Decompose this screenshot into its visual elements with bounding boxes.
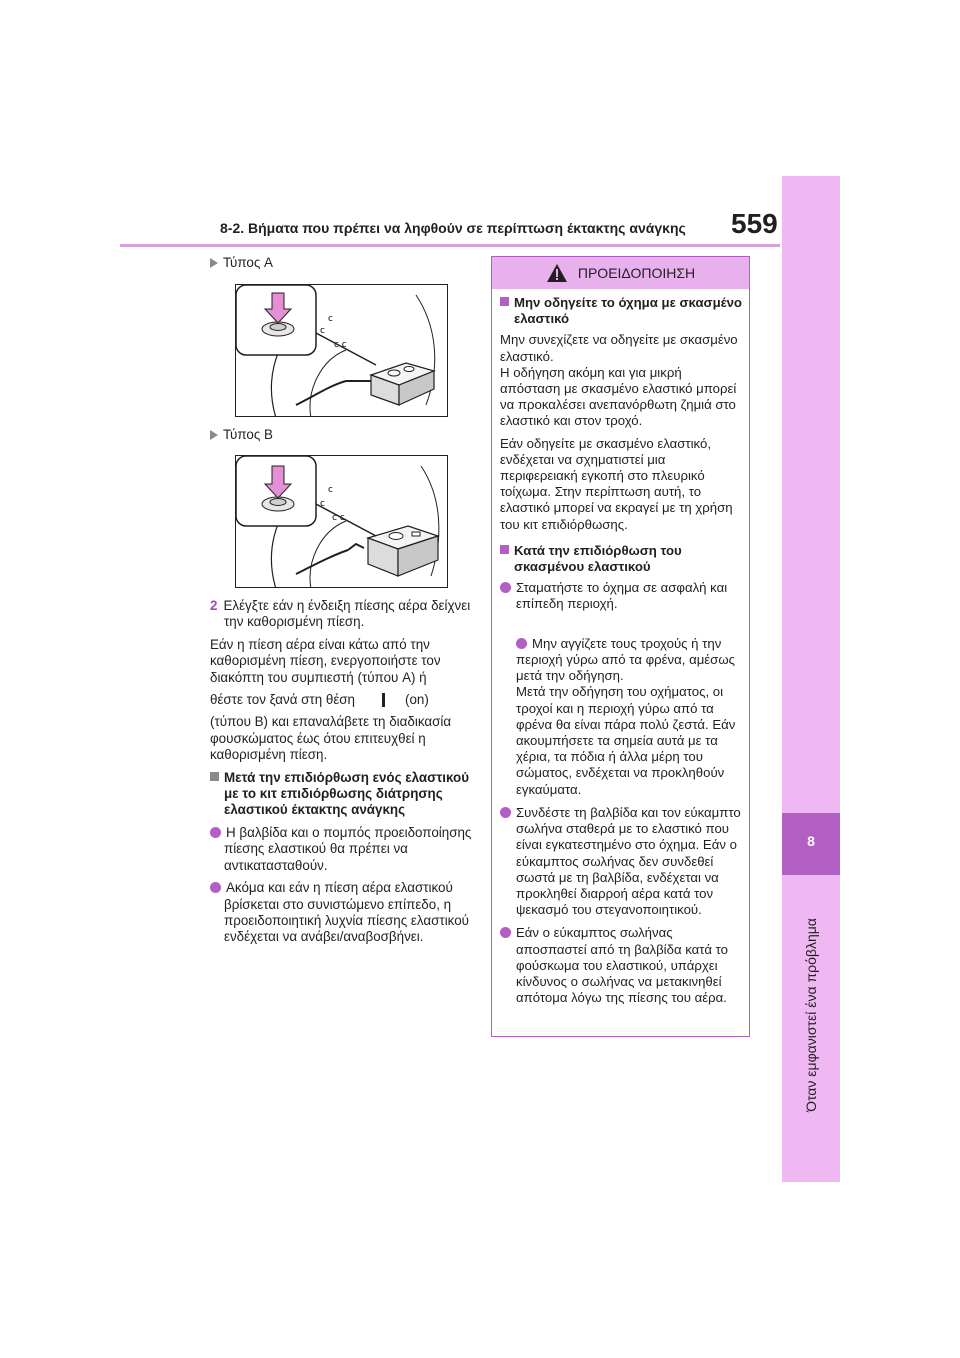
side-tab-upper [782,176,840,813]
square-bullet-icon [210,772,219,781]
warning-item: Σταματήστε το όχημα σε ασφαλή και επίπεδη περιοχή. [500,580,742,612]
svg-text:c c: c c [334,340,347,350]
compressor-type-a-drawing [236,285,448,417]
square-bullet-icon [500,545,509,554]
section-heading-after-repair: Μετά την επιδιόρθωση ενός ελαστικού με το κιτ επιδιόρθωσης διάτρησης ελαστικού έκτακτης ανάγκης [210,770,478,819]
bullet-valve-replace: Η βαλβίδα και ο πομπός προειδοποίησης πίεσης ελαστικού θα πρέπει να αντικατασταθούν. [210,825,478,874]
page-number: 559 [731,208,778,239]
warning-flat-tire-text-2: Εάν οδηγείτε με σκασμένο ελαστικό, ενδέχεται να σχηματιστεί μια περιφερειακή εγκοπή στο πλευρικό τοίχωμα. Στην περίπτωση αυτή, το ελαστικό μπορεί να εκραγεί με τη χρήση του κιτ επιδιόρθωσης. [500,435,733,532]
warning-item: Εάν ο εύκαμπτος σωλήνας αποσπαστεί από τη βαλβίδα κατά το φούσκωμα του ελαστικού, υπάρχει κίνδυνος ο σωλήνας να μετακινηθεί απότομα λόγω της πίεσης του αέρα. [500,925,742,1006]
circle-bullet-icon [516,638,527,649]
compressor-type-b-drawing [236,456,448,588]
chapter-section-title: 8-2. Βήματα που πρέπει να ληφθούν σε περίπτωση έκτακτης ανάγκης [220,220,686,236]
on-position-text: θέστε τον ξανά στη θέση [210,692,356,708]
triangle-bullet-icon [210,430,218,440]
header-divider [120,244,780,247]
left-column-text [210,598,478,952]
warning-heading-flat-tire: Μην οδηγείτε το όχημα με σκασμένο ελαστικό [500,295,742,327]
warning-heading-repair: Κατά την επιδιόρθωση του σκασμένου ελαστικού [500,543,742,575]
warning-box [491,256,750,1037]
square-bullet-icon [500,297,509,306]
on-switch-symbol-icon [382,693,385,707]
circle-bullet-icon [500,582,511,593]
warning-item: Συνδέστε τη βαλβίδα και τον εύκαμπτο σωλήνα σταθερά με το ελαστικό που είναι εγκατεστημένο στο όχημα. Εάν ο εύκαμπτος σωλήνας δεν συνδεθεί σωστά με τη βαλβίδα, ενδέχεται να προκληθεί διαρροή αέρα κατά τον ψεκασμό του στεγανοποιητικού. [500,805,742,918]
warning-item: Μην αγγίζετε τους τροχούς ή την περιοχή γύρω από τα φρένα, αμέσως μετά την οδήγηση. Μετά την οδήγηση του οχήματος, οι τροχοί και η περιοχή γύρω από τα φρένα θα είναι πάρα πολύ ζεστά. Εάν ακουμπήσετε τα σημεία αυτά με τα χέρια, τα πόδια ή άλλα μέρη του σώματος, ενδέχεται να προκληθούν εγκαύματα. [516,635,736,797]
circle-bullet-icon [500,807,511,818]
illustration-type-b [235,455,448,588]
step-2-text: Ελέγξτε εάν η ένδειξη πίεσης αέρα δείχνει την καθορισμένη πίεση. [223,598,471,630]
svg-text:c: c [320,499,325,509]
illustration-type-a [235,284,448,417]
type-b-heading [210,427,273,442]
warning-title: ΠΡΟΕΙΔΟΠΟΙΗΣΗ [577,265,696,281]
on-label: (on) [405,692,429,708]
circle-bullet-icon [210,827,221,838]
warning-flat-tire-text-1: Μην συνεχίζετε να οδηγείτε με σκασμένο ελαστικό. Η οδήγηση ακόμη και για μικρή απόσταση με σκασμένο ελαστικό μπορεί να προκαλέσει ανεπανόρθωτη ζημιά στο ελαστικό και στον τροχό. [500,332,738,429]
warning-body [492,289,749,1006]
svg-text:c: c [328,485,333,495]
pressure-paragraph-2 [210,692,478,708]
warning-header [492,257,749,289]
svg-text:c c: c c [332,513,345,523]
pressure-paragraph-3: (τύπου B) και επαναλάβετε τη διαδικασία φουσκώματος έως ότου επιτευχθεί η καθορισμένη πίεση. [210,714,452,763]
pressure-paragraph-1: Εάν η πίεση αέρα είναι κάτω από την καθορισμένη πίεση, ενεργοποιήστε τον διακόπτη του συμπιεστή (τύπου A) ή [210,636,441,685]
bullet-warning-light: Ακόμα και εάν η πίεση αέρα ελαστικού βρίσκεται στο συνιστώμενο επίπεδο, η προειδοποιητική λυχνία πίεσης ελαστικού ενδέχεται να ανάβει/αναβοσβήνει. [210,880,478,946]
type-a-heading [210,255,273,270]
circle-bullet-icon [210,882,221,893]
chapter-title-vertical: Όταν εμφανιστεί ένα πρόβλημα [803,918,819,1112]
step-2 [210,598,478,631]
chapter-number-tab[interactable]: 8 [782,813,840,875]
svg-text:c: c [320,326,325,336]
circle-bullet-icon [500,927,511,938]
triangle-bullet-icon [210,258,218,268]
svg-text:c: c [328,314,333,324]
step-number: 2 [210,598,218,613]
type-a-label: Τύπος A [223,255,273,270]
type-b-label: Τύπος B [223,427,273,442]
warning-triangle-icon [546,263,568,283]
